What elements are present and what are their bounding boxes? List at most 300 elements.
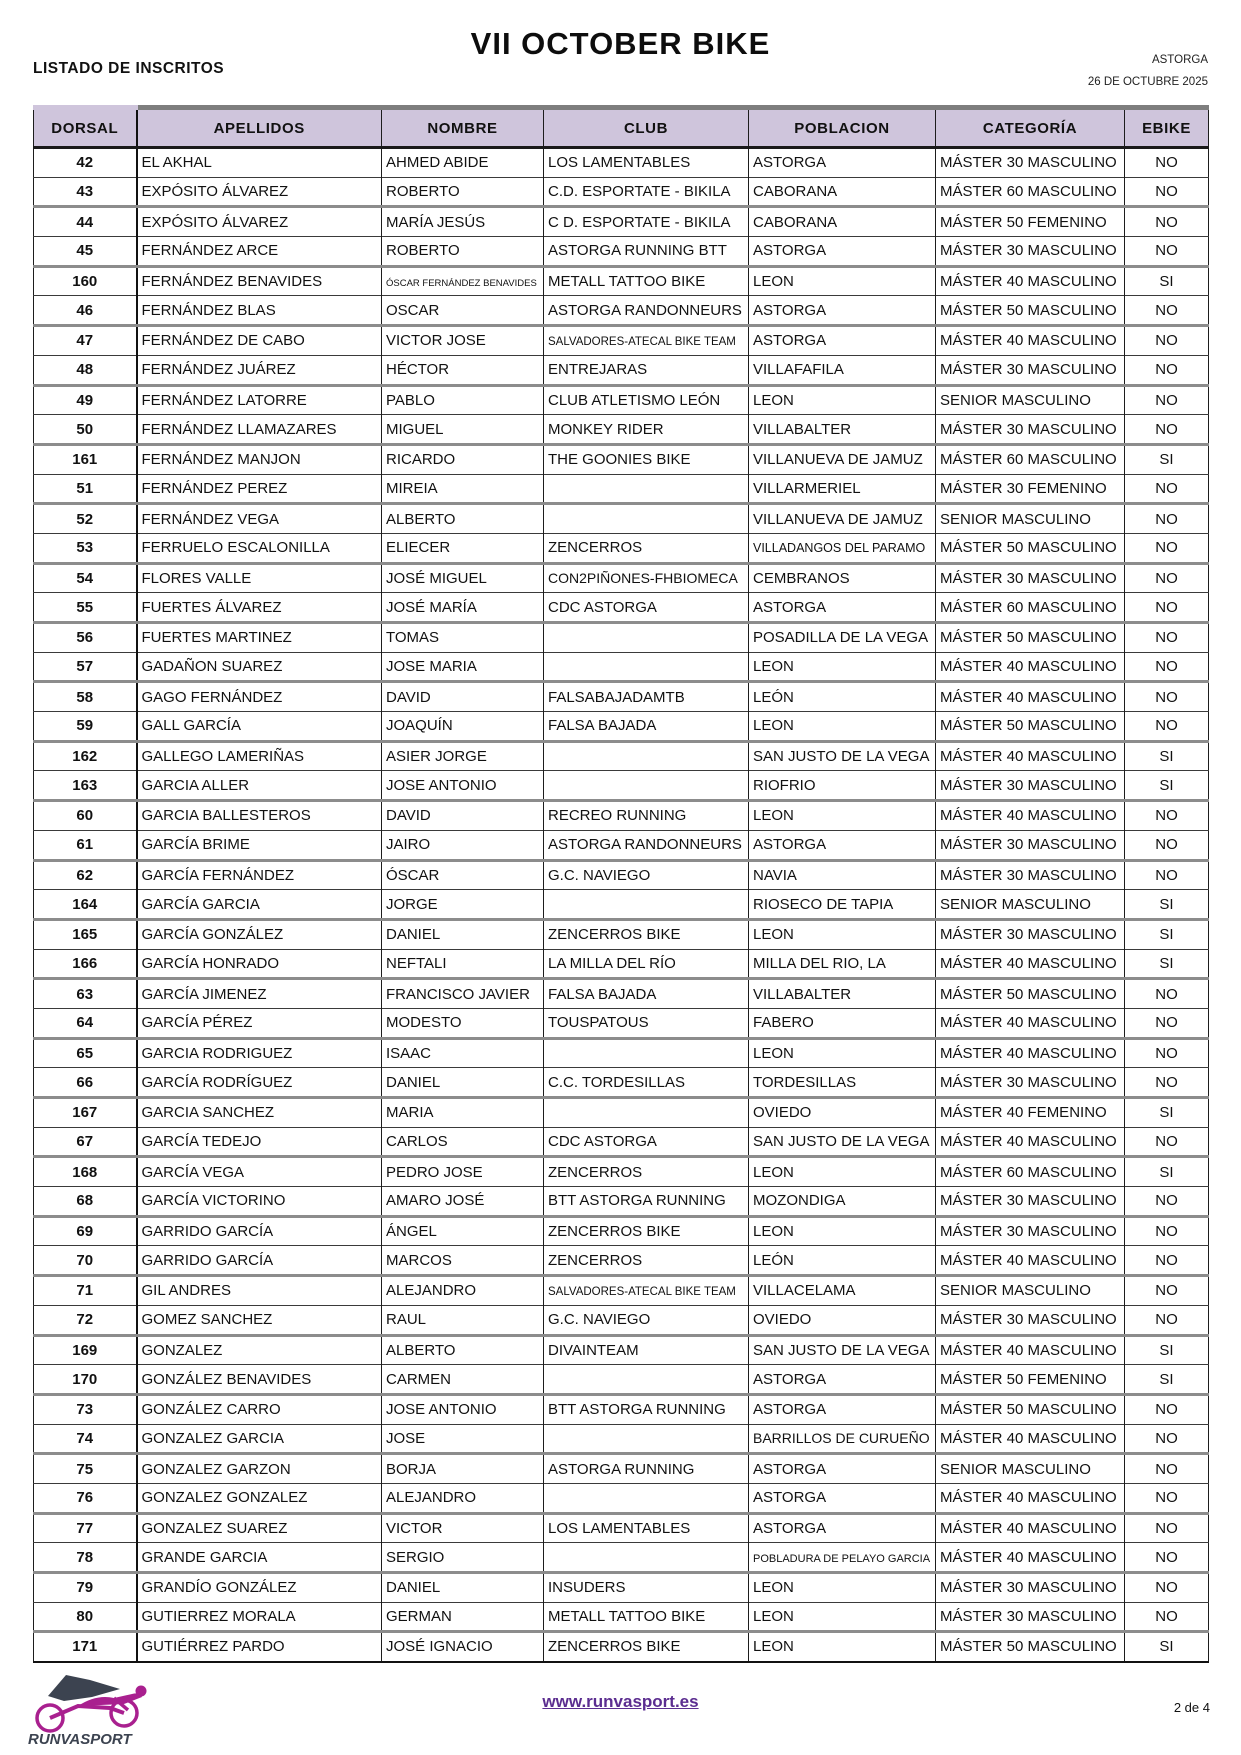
table-row bbox=[34, 237, 1209, 267]
cell-apellidos: GARCÍA VICTORINO bbox=[137, 1187, 382, 1217]
cell-club: LA MILLA DEL RÍO bbox=[544, 949, 749, 979]
cell-ebike: NO bbox=[1125, 1127, 1209, 1157]
cell-apellidos: EXPÓSITO ÁLVAREZ bbox=[137, 177, 382, 207]
cell-dorsal: 49 bbox=[34, 385, 137, 415]
table-row bbox=[34, 504, 1209, 534]
cell-poblacion: LEÓN bbox=[749, 682, 936, 712]
cell-ebike: SI bbox=[1125, 1365, 1209, 1395]
cell-dorsal: 163 bbox=[34, 771, 137, 801]
cell-categoria: MÁSTER 30 MASCULINO bbox=[936, 415, 1125, 445]
cell-nombre: JOSÉ MIGUEL bbox=[382, 563, 544, 593]
cell-poblacion: VILLARMERIEL bbox=[749, 474, 936, 504]
cell-apellidos: FERRUELO ESCALONILLA bbox=[137, 533, 382, 563]
cell-nombre: ROBERTO bbox=[382, 177, 544, 207]
cell-club bbox=[544, 1098, 749, 1128]
website-link-wrap bbox=[0, 1692, 1241, 1712]
cell-nombre: TOMAS bbox=[382, 623, 544, 653]
column-header-dorsal: DORSAL bbox=[34, 108, 137, 148]
cell-poblacion: MILLA DEL RIO, LA bbox=[749, 949, 936, 979]
table-row bbox=[34, 652, 1209, 682]
cell-nombre: BORJA bbox=[382, 1454, 544, 1484]
cell-categoria: MÁSTER 60 MASCULINO bbox=[936, 593, 1125, 623]
cell-apellidos: FUERTES MARTINEZ bbox=[137, 623, 382, 653]
cell-nombre: JORGE bbox=[382, 890, 544, 920]
cell-club: THE GOONIES BIKE bbox=[544, 444, 749, 474]
cell-nombre: ISAAC bbox=[382, 1038, 544, 1068]
table-row bbox=[34, 741, 1209, 771]
cell-poblacion: POSADILLA DE LA VEGA bbox=[749, 623, 936, 653]
cell-dorsal: 56 bbox=[34, 623, 137, 653]
inscritos-table bbox=[33, 105, 1209, 1663]
cell-categoria: MÁSTER 40 MASCULINO bbox=[936, 1008, 1125, 1038]
cell-ebike: NO bbox=[1125, 504, 1209, 534]
cell-ebike: NO bbox=[1125, 1216, 1209, 1246]
cell-poblacion: ASTORGA bbox=[749, 830, 936, 860]
cell-club: LOS LAMENTABLES bbox=[544, 1513, 749, 1543]
cell-dorsal: 57 bbox=[34, 652, 137, 682]
cell-nombre: ALEJANDRO bbox=[382, 1276, 544, 1306]
cell-club: FALSA BAJADA bbox=[544, 712, 749, 742]
cell-apellidos: FERNÁNDEZ VEGA bbox=[137, 504, 382, 534]
cell-dorsal: 73 bbox=[34, 1394, 137, 1424]
table-row bbox=[34, 1305, 1209, 1335]
cell-ebike: SI bbox=[1125, 949, 1209, 979]
cell-dorsal: 68 bbox=[34, 1187, 137, 1217]
cell-poblacion: ASTORGA bbox=[749, 1483, 936, 1513]
cell-nombre: MARCOS bbox=[382, 1246, 544, 1276]
cell-apellidos: GARCÍA HONRADO bbox=[137, 949, 382, 979]
cell-apellidos: FERNÁNDEZ BENAVIDES bbox=[137, 266, 382, 296]
cell-categoria: SENIOR MASCULINO bbox=[936, 1454, 1125, 1484]
cell-poblacion: LEON bbox=[749, 1157, 936, 1187]
cell-categoria: MÁSTER 50 MASCULINO bbox=[936, 296, 1125, 326]
cell-apellidos: GRANDE GARCIA bbox=[137, 1543, 382, 1573]
cell-club: DIVAINTEAM bbox=[544, 1335, 749, 1365]
table-row bbox=[34, 1632, 1209, 1662]
cell-dorsal: 77 bbox=[34, 1513, 137, 1543]
cell-poblacion: VILLABALTER bbox=[749, 415, 936, 445]
cell-categoria: SENIOR MASCULINO bbox=[936, 890, 1125, 920]
cell-ebike: NO bbox=[1125, 712, 1209, 742]
cell-club: MONKEY RIDER bbox=[544, 415, 749, 445]
cell-ebike: NO bbox=[1125, 1602, 1209, 1632]
cell-dorsal: 55 bbox=[34, 593, 137, 623]
cell-dorsal: 52 bbox=[34, 504, 137, 534]
cell-ebike: NO bbox=[1125, 1394, 1209, 1424]
cell-apellidos: GARCÍA GONZÁLEZ bbox=[137, 919, 382, 949]
cell-nombre: AHMED ABIDE bbox=[382, 148, 544, 178]
cell-poblacion: CABORANA bbox=[749, 177, 936, 207]
cell-club: SALVADORES-ATECAL BIKE TEAM bbox=[544, 326, 749, 356]
cell-apellidos: GARCÍA FERNÁNDEZ bbox=[137, 860, 382, 890]
cell-nombre: RICARDO bbox=[382, 444, 544, 474]
cell-club: LOS LAMENTABLES bbox=[544, 148, 749, 178]
cell-poblacion: FABERO bbox=[749, 1008, 936, 1038]
cell-ebike: NO bbox=[1125, 533, 1209, 563]
column-header-nombre: NOMBRE bbox=[382, 108, 544, 148]
cell-nombre: MARIA bbox=[382, 1098, 544, 1128]
cell-nombre: AMARO JOSÉ bbox=[382, 1187, 544, 1217]
cell-categoria: MÁSTER 30 MASCULINO bbox=[936, 1216, 1125, 1246]
cell-nombre: DANIEL bbox=[382, 919, 544, 949]
cell-dorsal: 80 bbox=[34, 1602, 137, 1632]
table-row bbox=[34, 148, 1209, 178]
cell-dorsal: 161 bbox=[34, 444, 137, 474]
table-row bbox=[34, 1276, 1209, 1306]
cell-dorsal: 162 bbox=[34, 741, 137, 771]
table-row bbox=[34, 1424, 1209, 1454]
cell-ebike: NO bbox=[1125, 860, 1209, 890]
cell-dorsal: 71 bbox=[34, 1276, 137, 1306]
cell-poblacion: SAN JUSTO DE LA VEGA bbox=[749, 741, 936, 771]
column-header-ebike: EBIKE bbox=[1125, 108, 1209, 148]
cell-club: ASTORGA RUNNING BTT bbox=[544, 237, 749, 267]
cell-club: FALSABAJADAMTB bbox=[544, 682, 749, 712]
cell-club: C D. ESPORTATE - BIKILA bbox=[544, 207, 749, 237]
cell-categoria: MÁSTER 30 MASCULINO bbox=[936, 919, 1125, 949]
table-row bbox=[34, 919, 1209, 949]
column-header-poblacion: POBLACION bbox=[749, 108, 936, 148]
cell-nombre: FRANCISCO JAVIER bbox=[382, 979, 544, 1009]
cell-ebike: NO bbox=[1125, 1246, 1209, 1276]
cell-ebike: NO bbox=[1125, 148, 1209, 178]
cell-club bbox=[544, 1424, 749, 1454]
cell-nombre: MARÍA JESÚS bbox=[382, 207, 544, 237]
cell-ebike: NO bbox=[1125, 1038, 1209, 1068]
cell-ebike: SI bbox=[1125, 1157, 1209, 1187]
table-row bbox=[34, 207, 1209, 237]
table-header bbox=[34, 108, 1209, 148]
cell-nombre: CARLOS bbox=[382, 1127, 544, 1157]
table-row bbox=[34, 355, 1209, 385]
cell-categoria: MÁSTER 30 MASCULINO bbox=[936, 148, 1125, 178]
cell-dorsal: 53 bbox=[34, 533, 137, 563]
cell-categoria: MÁSTER 30 MASCULINO bbox=[936, 860, 1125, 890]
cell-categoria: MÁSTER 40 MASCULINO bbox=[936, 326, 1125, 356]
cell-categoria: MÁSTER 40 MASCULINO bbox=[936, 801, 1125, 831]
logo-text: RUNVASPORT bbox=[28, 1731, 132, 1748]
cell-poblacion: TORDESILLAS bbox=[749, 1068, 936, 1098]
cell-dorsal: 169 bbox=[34, 1335, 137, 1365]
cell-club bbox=[544, 474, 749, 504]
cell-nombre: ELIECER bbox=[382, 533, 544, 563]
event-date: 26 DE OCTUBRE 2025 bbox=[1087, 76, 1208, 88]
cell-apellidos: FERNÁNDEZ LLAMAZARES bbox=[137, 415, 382, 445]
cell-dorsal: 76 bbox=[34, 1483, 137, 1513]
cell-categoria: MÁSTER 30 MASCULINO bbox=[936, 237, 1125, 267]
cell-categoria: MÁSTER 50 FEMENINO bbox=[936, 1365, 1125, 1395]
cell-ebike: NO bbox=[1125, 1543, 1209, 1573]
cell-nombre: RAUL bbox=[382, 1305, 544, 1335]
cell-apellidos: GRANDÍO GONZÁLEZ bbox=[137, 1573, 382, 1603]
cell-ebike: SI bbox=[1125, 1335, 1209, 1365]
cell-ebike: NO bbox=[1125, 801, 1209, 831]
cell-apellidos: GUTIERREZ MORALA bbox=[137, 1602, 382, 1632]
cell-apellidos: GARCÍA PÉREZ bbox=[137, 1008, 382, 1038]
page-number: 2 de 4 bbox=[1173, 1700, 1210, 1715]
cell-ebike: NO bbox=[1125, 415, 1209, 445]
table-row bbox=[34, 801, 1209, 831]
cell-nombre: VICTOR JOSE bbox=[382, 326, 544, 356]
cell-dorsal: 51 bbox=[34, 474, 137, 504]
column-header-apellidos: APELLIDOS bbox=[137, 108, 382, 148]
cell-nombre: PEDRO JOSE bbox=[382, 1157, 544, 1187]
cell-club bbox=[544, 1038, 749, 1068]
cell-club: ASTORGA RUNNING bbox=[544, 1454, 749, 1484]
cell-apellidos: GONZALEZ GONZALEZ bbox=[137, 1483, 382, 1513]
cell-club bbox=[544, 652, 749, 682]
event-location: ASTORGA bbox=[1151, 54, 1208, 66]
cell-ebike: SI bbox=[1125, 444, 1209, 474]
cell-apellidos: EXPÓSITO ÁLVAREZ bbox=[137, 207, 382, 237]
cell-poblacion: ASTORGA bbox=[749, 326, 936, 356]
cell-apellidos: GARCÍA TEDEJO bbox=[137, 1127, 382, 1157]
cell-dorsal: 66 bbox=[34, 1068, 137, 1098]
cell-ebike: NO bbox=[1125, 1513, 1209, 1543]
table-row bbox=[34, 1187, 1209, 1217]
cell-ebike: SI bbox=[1125, 1632, 1209, 1662]
cell-club: ASTORGA RANDONNEURS bbox=[544, 830, 749, 860]
cell-club: ZENCERROS BIKE bbox=[544, 1216, 749, 1246]
cell-poblacion: MOZONDIGA bbox=[749, 1187, 936, 1217]
cell-ebike: NO bbox=[1125, 1187, 1209, 1217]
cell-club: ZENCERROS BIKE bbox=[544, 919, 749, 949]
cell-nombre: GERMAN bbox=[382, 1602, 544, 1632]
cell-categoria: MÁSTER 60 MASCULINO bbox=[936, 1157, 1125, 1187]
cell-club: BTT ASTORGA RUNNING bbox=[544, 1187, 749, 1217]
cell-categoria: MÁSTER 40 MASCULINO bbox=[936, 1127, 1125, 1157]
cell-club bbox=[544, 771, 749, 801]
table-row bbox=[34, 1335, 1209, 1365]
cell-apellidos: EL AKHAL bbox=[137, 148, 382, 178]
cell-categoria: MÁSTER 30 MASCULINO bbox=[936, 771, 1125, 801]
cell-apellidos: FERNÁNDEZ BLAS bbox=[137, 296, 382, 326]
cell-club bbox=[544, 890, 749, 920]
cell-categoria: MÁSTER 60 MASCULINO bbox=[936, 177, 1125, 207]
cell-categoria: MÁSTER 40 MASCULINO bbox=[936, 1513, 1125, 1543]
cell-apellidos: GALLEGO LAMERIÑAS bbox=[137, 741, 382, 771]
cell-categoria: MÁSTER 30 MASCULINO bbox=[936, 830, 1125, 860]
cell-poblacion: LEÓN bbox=[749, 1246, 936, 1276]
cell-poblacion: LEON bbox=[749, 266, 936, 296]
cell-nombre: ASIER JORGE bbox=[382, 741, 544, 771]
cell-poblacion: OVIEDO bbox=[749, 1098, 936, 1128]
cell-nombre: DANIEL bbox=[382, 1068, 544, 1098]
cell-ebike: NO bbox=[1125, 1068, 1209, 1098]
cell-club: CDC ASTORGA bbox=[544, 1127, 749, 1157]
cell-club bbox=[544, 504, 749, 534]
cell-categoria: MÁSTER 40 FEMENINO bbox=[936, 1098, 1125, 1128]
table-row bbox=[34, 533, 1209, 563]
cell-poblacion: VILLACELAMA bbox=[749, 1276, 936, 1306]
cell-apellidos: GADAÑON SUAREZ bbox=[137, 652, 382, 682]
cell-apellidos: GONZALEZ GARZON bbox=[137, 1454, 382, 1484]
cell-poblacion: VILLANUEVA DE JAMUZ bbox=[749, 444, 936, 474]
table-row bbox=[34, 860, 1209, 890]
cell-poblacion: RIOSECO DE TAPIA bbox=[749, 890, 936, 920]
cell-poblacion: SAN JUSTO DE LA VEGA bbox=[749, 1335, 936, 1365]
cell-dorsal: 50 bbox=[34, 415, 137, 445]
cell-ebike: NO bbox=[1125, 1483, 1209, 1513]
table-row bbox=[34, 1543, 1209, 1573]
cell-categoria: MÁSTER 40 MASCULINO bbox=[936, 1246, 1125, 1276]
cell-club: C.D. ESPORTATE - BIKILA bbox=[544, 177, 749, 207]
cell-categoria: MÁSTER 40 MASCULINO bbox=[936, 682, 1125, 712]
cell-categoria: MÁSTER 40 MASCULINO bbox=[936, 652, 1125, 682]
website-link[interactable]: www.runvasport.es bbox=[542, 1692, 699, 1711]
cell-club: SALVADORES-ATECAL BIKE TEAM bbox=[544, 1276, 749, 1306]
cell-apellidos: GARCÍA JIMENEZ bbox=[137, 979, 382, 1009]
cell-nombre: ÓSCAR bbox=[382, 860, 544, 890]
cell-poblacion: ASTORGA bbox=[749, 237, 936, 267]
cell-ebike: NO bbox=[1125, 1305, 1209, 1335]
table-row bbox=[34, 266, 1209, 296]
cell-ebike: SI bbox=[1125, 771, 1209, 801]
cell-poblacion: CABORANA bbox=[749, 207, 936, 237]
page-title: VII OCTOBER BIKE bbox=[470, 26, 771, 61]
cell-club: CLUB ATLETISMO LEÓN bbox=[544, 385, 749, 415]
table-row bbox=[34, 593, 1209, 623]
cell-poblacion: LEON bbox=[749, 1573, 936, 1603]
cell-nombre: NEFTALI bbox=[382, 949, 544, 979]
cell-club: G.C. NAVIEGO bbox=[544, 1305, 749, 1335]
cell-categoria: MÁSTER 30 MASCULINO bbox=[936, 1602, 1125, 1632]
cell-ebike: NO bbox=[1125, 296, 1209, 326]
cell-poblacion: ASTORGA bbox=[749, 148, 936, 178]
cell-club: FALSA BAJADA bbox=[544, 979, 749, 1009]
cell-nombre: VICTOR bbox=[382, 1513, 544, 1543]
cell-apellidos: GIL ANDRES bbox=[137, 1276, 382, 1306]
cell-dorsal: 59 bbox=[34, 712, 137, 742]
cell-poblacion: VILLABALTER bbox=[749, 979, 936, 1009]
table-row bbox=[34, 177, 1209, 207]
cell-ebike: NO bbox=[1125, 177, 1209, 207]
cell-club bbox=[544, 741, 749, 771]
cell-categoria: MÁSTER 50 MASCULINO bbox=[936, 623, 1125, 653]
table-row bbox=[34, 1157, 1209, 1187]
cell-poblacion: ASTORGA bbox=[749, 296, 936, 326]
table-row bbox=[34, 563, 1209, 593]
cell-dorsal: 78 bbox=[34, 1543, 137, 1573]
cell-apellidos: GARCÍA BRIME bbox=[137, 830, 382, 860]
table-row bbox=[34, 890, 1209, 920]
cell-ebike: NO bbox=[1125, 1454, 1209, 1484]
cell-club: CON2PIÑONES-FHBIOMECA bbox=[544, 563, 749, 593]
cell-nombre: ALBERTO bbox=[382, 1335, 544, 1365]
cell-categoria: MÁSTER 30 MASCULINO bbox=[936, 1573, 1125, 1603]
cell-club: METALL TATTOO BIKE bbox=[544, 266, 749, 296]
cell-nombre: JOSÉ MARÍA bbox=[382, 593, 544, 623]
cell-poblacion: ASTORGA bbox=[749, 1513, 936, 1543]
table-row bbox=[34, 830, 1209, 860]
cell-dorsal: 60 bbox=[34, 801, 137, 831]
cell-poblacion: ASTORGA bbox=[749, 593, 936, 623]
cell-categoria: MÁSTER 50 MASCULINO bbox=[936, 1632, 1125, 1662]
cell-ebike: NO bbox=[1125, 563, 1209, 593]
table-row bbox=[34, 296, 1209, 326]
table-row bbox=[34, 474, 1209, 504]
cell-poblacion: LEON bbox=[749, 1602, 936, 1632]
cell-poblacion: RIOFRIO bbox=[749, 771, 936, 801]
cell-dorsal: 62 bbox=[34, 860, 137, 890]
table-row bbox=[34, 415, 1209, 445]
table-row bbox=[34, 1246, 1209, 1276]
cell-apellidos: FUERTES ÁLVAREZ bbox=[137, 593, 382, 623]
cell-apellidos: GARCIA SANCHEZ bbox=[137, 1098, 382, 1128]
cell-dorsal: 64 bbox=[34, 1008, 137, 1038]
cell-poblacion: LEON bbox=[749, 652, 936, 682]
cell-poblacion: LEON bbox=[749, 1632, 936, 1662]
cell-categoria: MÁSTER 40 MASCULINO bbox=[936, 1483, 1125, 1513]
cell-ebike: NO bbox=[1125, 355, 1209, 385]
cell-nombre: HÉCTOR bbox=[382, 355, 544, 385]
table-row bbox=[34, 1365, 1209, 1395]
cell-dorsal: 42 bbox=[34, 148, 137, 178]
table-row bbox=[34, 1216, 1209, 1246]
cell-nombre: ROBERTO bbox=[382, 237, 544, 267]
cell-poblacion: VILLAFAFILA bbox=[749, 355, 936, 385]
cell-ebike: NO bbox=[1125, 326, 1209, 356]
cell-apellidos: GARCIA ALLER bbox=[137, 771, 382, 801]
table-row bbox=[34, 1098, 1209, 1128]
cell-dorsal: 75 bbox=[34, 1454, 137, 1484]
cell-poblacion: LEON bbox=[749, 1038, 936, 1068]
cell-apellidos: GONZALEZ bbox=[137, 1335, 382, 1365]
cell-club: C.C. TORDESILLAS bbox=[544, 1068, 749, 1098]
cell-club bbox=[544, 623, 749, 653]
cell-apellidos: GALL GARCÍA bbox=[137, 712, 382, 742]
cell-apellidos: GARCÍA RODRÍGUEZ bbox=[137, 1068, 382, 1098]
cell-categoria: SENIOR MASCULINO bbox=[936, 1276, 1125, 1306]
cell-categoria: MÁSTER 40 MASCULINO bbox=[936, 1335, 1125, 1365]
cell-nombre: SERGIO bbox=[382, 1543, 544, 1573]
cell-nombre: ALEJANDRO bbox=[382, 1483, 544, 1513]
cell-categoria: MÁSTER 40 MASCULINO bbox=[936, 949, 1125, 979]
cell-dorsal: 171 bbox=[34, 1632, 137, 1662]
cell-ebike: SI bbox=[1125, 1098, 1209, 1128]
cell-dorsal: 79 bbox=[34, 1573, 137, 1603]
table-row bbox=[34, 949, 1209, 979]
cell-nombre: JOSE MARIA bbox=[382, 652, 544, 682]
cell-apellidos: GOMEZ SANCHEZ bbox=[137, 1305, 382, 1335]
cell-apellidos: GUTIÉRREZ PARDO bbox=[137, 1632, 382, 1662]
cell-apellidos: GAGO FERNÁNDEZ bbox=[137, 682, 382, 712]
cell-club bbox=[544, 1483, 749, 1513]
cell-club: ZENCERROS bbox=[544, 1246, 749, 1276]
cell-dorsal: 43 bbox=[34, 177, 137, 207]
cell-nombre: DANIEL bbox=[382, 1573, 544, 1603]
cell-apellidos: FERNÁNDEZ PEREZ bbox=[137, 474, 382, 504]
cell-ebike: NO bbox=[1125, 593, 1209, 623]
cell-apellidos: FERNÁNDEZ MANJON bbox=[137, 444, 382, 474]
table-row bbox=[34, 444, 1209, 474]
cell-dorsal: 61 bbox=[34, 830, 137, 860]
list-subtitle: LISTADO DE INSCRITOS bbox=[33, 60, 225, 77]
cell-categoria: MÁSTER 60 MASCULINO bbox=[936, 444, 1125, 474]
cell-poblacion: VILLANUEVA DE JAMUZ bbox=[749, 504, 936, 534]
cell-dorsal: 170 bbox=[34, 1365, 137, 1395]
table-row bbox=[34, 1038, 1209, 1068]
cell-nombre: MODESTO bbox=[382, 1008, 544, 1038]
cell-dorsal: 72 bbox=[34, 1305, 137, 1335]
cell-nombre: ALBERTO bbox=[382, 504, 544, 534]
cell-dorsal: 164 bbox=[34, 890, 137, 920]
cell-club: ASTORGA RANDONNEURS bbox=[544, 296, 749, 326]
cell-apellidos: GARCÍA VEGA bbox=[137, 1157, 382, 1187]
cell-dorsal: 58 bbox=[34, 682, 137, 712]
cell-categoria: MÁSTER 30 MASCULINO bbox=[936, 563, 1125, 593]
cell-poblacion: LEON bbox=[749, 385, 936, 415]
